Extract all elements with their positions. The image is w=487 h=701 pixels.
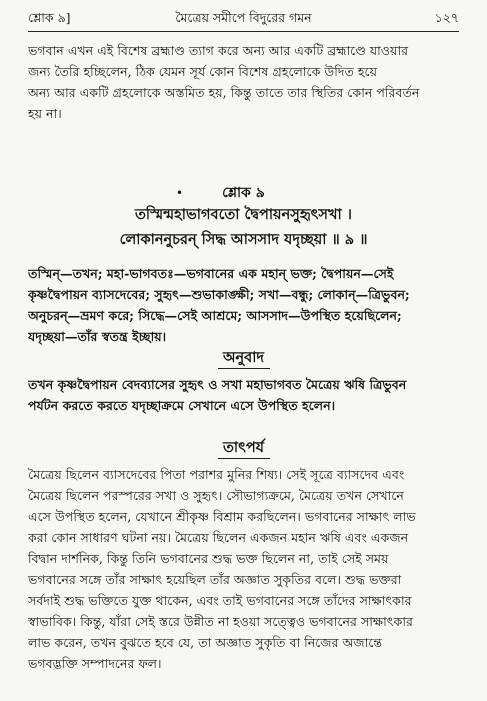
purport-line: লাভ করেন, তখন বুঝতে হবে যে, তা অজ্ঞাত সুকৃতি বা নিজের অজান্তে — [28, 635, 383, 650]
synonyms-line: অনুচরন্—ভ্রমণ করে; সিদ্ধে—সেই আশ্রমে; আসসাদ—উপস্থিত হয়েছিলেন; — [28, 308, 402, 323]
verse-line-2: লোকাননুচরন্ সিদ্ধ আসসাদ যদৃচ্ছয়া ॥ ৯ ॥ — [119, 231, 368, 248]
intro-line: হয় না। — [28, 106, 62, 121]
translation-heading-underline — [218, 368, 270, 369]
purport-line: ভগবদ্ভক্তি সম্পাদনের ফল। — [28, 656, 162, 671]
translation-line: পর্যটন করতে করতে যদৃচ্ছাক্রমে সেখানে এসে উপস্থিত হলেন। — [28, 398, 336, 413]
synonyms-line: তস্মিন্—তখন; মহা-ভাগবতঃ—ভগবানের এক মহান্ ভক্ত; দ্বৈপায়ন—সেই — [28, 266, 394, 281]
purport-line: সর্বদাই শুদ্ধ ভক্তিতে যুক্ত থাকেন, এবং তাই ভগবানের সঙ্গে তাঁদের সাক্ষাৎকার — [28, 593, 412, 608]
verse-reference: শ্লোক ৯] — [28, 10, 71, 25]
intro-line: ভগবান এখন এই বিশেষ ব্রহ্মাণ্ড ত্যাগ করে অন্য আর একটি ব্রহ্মাণ্ডে যাওয়ার — [28, 43, 409, 58]
purport-heading-underline — [218, 458, 270, 459]
intro-paragraph — [28, 40, 459, 124]
header-divider — [28, 31, 459, 32]
synonyms-line: যদৃচ্ছয়া—তাঁর স্বতন্ত্র ইচ্ছায়। — [28, 329, 167, 344]
purport-line: এসে উপস্থিত হলেন, যেখানে শ্রীকৃষ্ণ বিশ্রাম করছিলেন। ভগবানের সাক্ষাৎ লাভ — [28, 509, 416, 524]
purport-paragraph — [28, 464, 459, 674]
purport-line: মৈত্রেয় ছিলেন পরস্পরের সখা ও সুহৃৎ। সৌভাগ্যক্রমে, মৈত্রেয় তখন সেখানে — [28, 488, 404, 503]
purport-line: করা কোন সাধারণ ঘটনা নয়। মৈত্রেয় ছিলেন একজন মহান ঋষি এবং একজন — [28, 530, 409, 545]
purport-heading: তাৎপর্য — [222, 439, 265, 456]
intro-line: জন্য তৈরি হচ্ছিলেন, ঠিক যেমন সূর্য কোন বিশেষ গ্রহলোকে উদিত হয়ে — [28, 64, 377, 79]
translation-line: তখন কৃষ্ণদ্বৈপায়ন বেদব্যাসের সুহৃৎ ও সখা মহাভাগবত মৈত্রেয় ঋষি ত্রিভুবন — [28, 377, 407, 392]
verse-line-1: তস্মিন্মহাভাগবতো দ্বৈপায়নসুহৃৎসখা । — [135, 206, 352, 223]
page-header — [28, 10, 459, 32]
purport-line: স্বাভাবিক। কিন্তু, যাঁরা সেই স্তরে উন্নীত না হওয়া সত্ত্বেও ভগবানের সাক্ষাৎকার — [28, 614, 413, 629]
chapter-title: মৈত্রেয় সমীপে বিদুরের গমন — [175, 10, 312, 25]
purport-line: ভগবানের সঙ্গে তাঁর সাক্ষাৎ হয়েছিল তাঁর অজ্ঞাত সুকৃতির বলে। শুদ্ধ ভক্তরা — [28, 572, 402, 587]
translation-heading: অনুবাদ — [222, 349, 265, 366]
purport-line: বিদ্বান দার্শনিক, কিন্তু তিনি ভগবানের শুদ্ধ ভক্ত ছিলেন না, তাই সেই সময় — [28, 551, 389, 566]
verse-title: শ্লোক ৯ — [222, 185, 265, 201]
page-number: ১২৭ — [434, 10, 459, 25]
decorative-dot: • — [176, 186, 184, 200]
purport-line: মৈত্রেয় ছিলেন ব্যাসদেবের পিতা পরাশর মুনির শিষ্য। সেই সূত্রে ব্যাসদেব এবং — [28, 467, 405, 482]
translation-paragraph — [28, 374, 459, 416]
synonyms-paragraph — [28, 263, 459, 347]
intro-line: অন্য আর একটি গ্রহলোকে অস্তমিত হয়, কিন্তু তাতে তার স্থিতির কোন পরিবর্তন — [28, 85, 420, 100]
synonyms-line: কৃষ্ণদ্বৈপায়ন ব্যাসদেবের; সুহৃৎ—শুভাকাঙ্ক্ষী; সখা—বন্ধু; লোকান্—ত্রিভুবন; — [28, 287, 410, 302]
